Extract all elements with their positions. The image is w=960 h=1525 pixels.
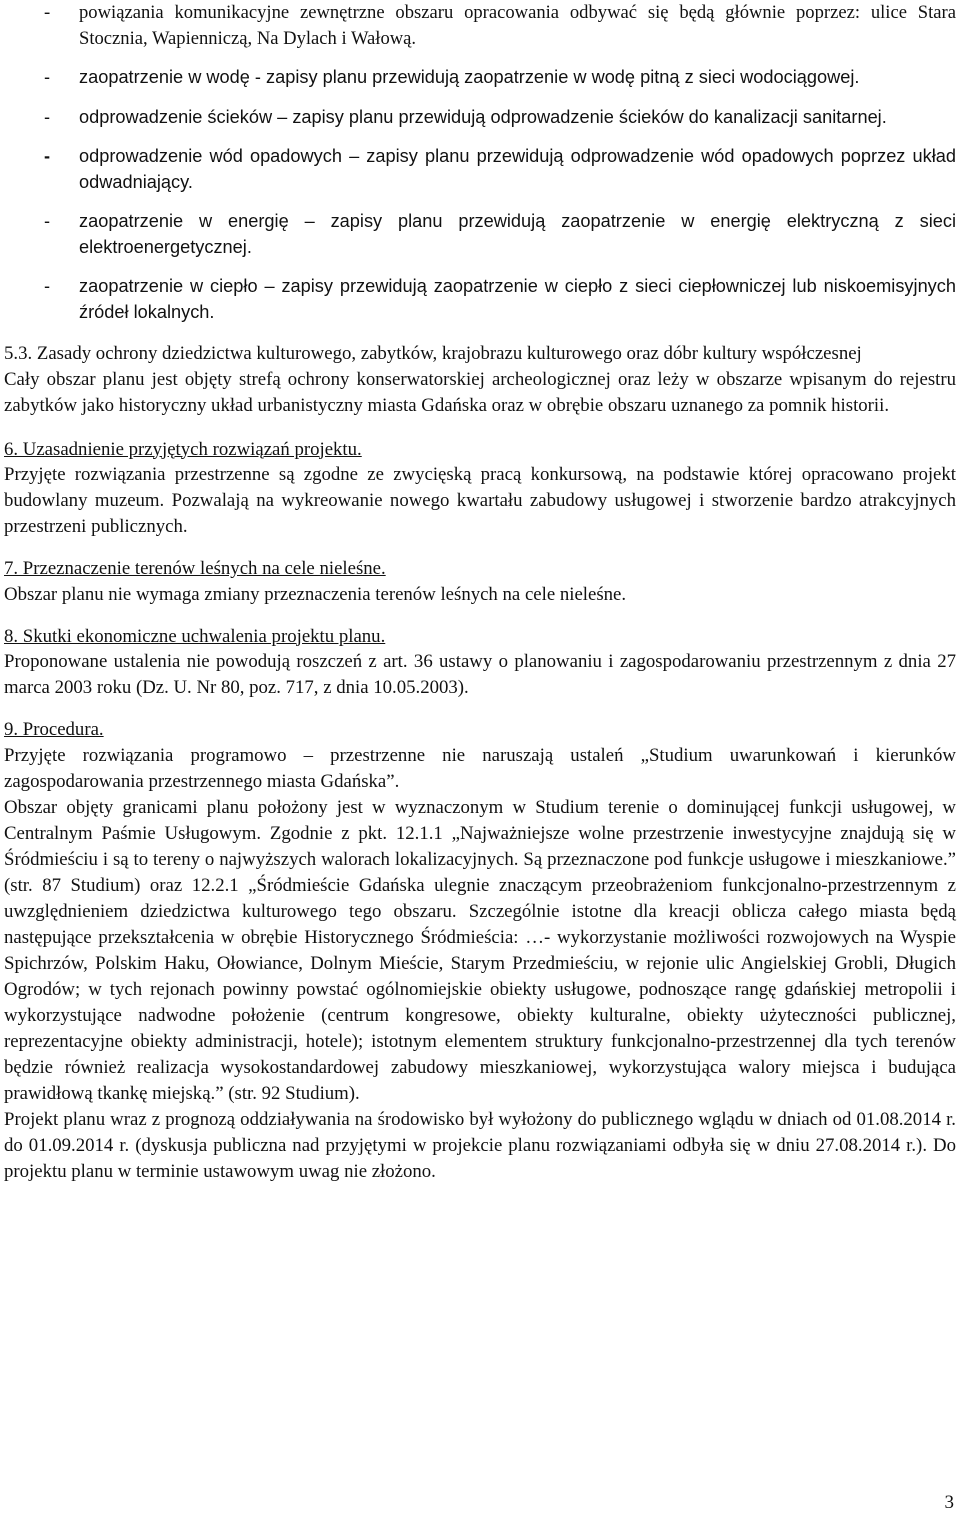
section-body: Obszar planu nie wymaga zmiany przeznaczenia terenów leśnych na cele nieleśne. <box>4 583 627 605</box>
list-item <box>4 274 956 325</box>
list-item <box>4 65 956 91</box>
section-heading: 9. Procedura. <box>4 719 104 740</box>
list-item <box>4 209 956 260</box>
section-heading: 7. Przeznaczenie terenów leśnych na cele nieleśne. <box>4 558 386 579</box>
list-dash: - <box>44 211 51 231</box>
section-body: Cały obszar planu jest objęty strefą ochrony konserwatorskiej archeologicznej oraz leży w obszarze wpisanym do rejestru zabytków jako historyczny układ urbanistyczny miasta Gdańska oraz w obrębie obszaru uznanego za pomnik historii. <box>4 368 956 416</box>
section-5-3 <box>4 341 956 419</box>
list-dash: - <box>44 106 51 127</box>
section-9 <box>4 717 956 1185</box>
list-dash: - <box>44 2 51 23</box>
list-item <box>4 144 956 195</box>
section-title: Zasady ochrony dziedzictwa kulturowego, zabytków, krajobrazu kulturowego oraz dóbr kultury współczesnej <box>36 343 862 364</box>
section-7 <box>4 556 956 608</box>
infrastructure-list <box>4 0 956 325</box>
list-item-text: zaopatrzenie w wodę - zapisy planu przewidują zaopatrzenie w wodę pitną z sieci wodociągowej. <box>79 67 860 87</box>
list-dash: - <box>44 146 51 166</box>
list-item-text: powiązania komunikacyjne zewnętrzne obszaru opracowania odbywać się będą głównie poprzez: ulice Stara Stocznia, Wapienniczą, Na Dylach i Wałową. <box>79 2 956 49</box>
section-body: Proponowane ustalenia nie powodują roszczeń z art. 36 ustawy o planowaniu i zagospodarowaniu przestrzennym z dnia 27 marca 2003 roku (Dz. U. Nr 80, poz. 717, z dnia 10.05.2003). <box>4 651 956 698</box>
section-body: Przyjęte rozwiązania przestrzenne są zgodne ze zwycięską pracą konkursową, na podstawie której opracowano projekt budowlany muzeum. Pozwalają na wykreowanie nowego kwartału zabudowy usługowej i stworzenie bardzo atrakcyjnych przestrzeni publicznych. <box>4 464 956 537</box>
section-heading <box>4 341 956 367</box>
list-item-text: zaopatrzenie w energię – zapisy planu przewidują zaopatrzenie w energię elektryczną z sieci elektroenergetycznej. <box>79 211 956 257</box>
list-item-text: odprowadzenie ścieków – zapisy planu przewidują odprowadzenie ścieków do kanalizacji sanitarnej. <box>79 106 887 127</box>
document-page <box>4 0 956 1185</box>
section-number: 5.3. <box>4 343 33 364</box>
section-8 <box>4 624 956 702</box>
section-paragraph: Obszar objęty granicami planu położony jest w wyznaczonym w Studium terenie o dominującej funkcji usługowej, w Centralnym Paśmie Usługowym. Zgodnie z pkt. 12.1.1 „Najważniejsze wolne przestrzenie inwestycyjne znajdują się w Śródmieściu i są to tereny o najwyższych walorach lokalizacyjnych. Są przeznaczone pod funkcje usługowe i mieszkaniowe.” (str. 87 Studium) oraz 12.2.1 „Śródmieście Gdańska ulegnie znaczącym przeobrażeniom funkcjonalno-przestrzennym z uwzględnieniem dziedzictwa kulturowego tego obszaru. Szczególnie istotne dla kreacji oblicza całego miasta będą następujące przekształcenia w obrębie Historycznego Śródmieścia: …- wykorzystanie możliwości rozwojowych na Wyspie Spichrzów, Polskim Haku, Ołowiance, Dolnym Mieście, Starym Przedmieściu, w rejonie ulic Angielskiej Grobli, Długich Ogrodów; w tych rejonach powinny powstać ogólnomiejskie obiekty usługowe, podnoszące rangę gdańskiej metropolii i wykorzystujące nadwodne położenie (centrum kongresowe, obiekty kulturalne, obiekty użyteczności publicznej, reprezentacyjne obiekty administracji, hotele); istotnym elementem struktury funkcjonalno-przestrzennej dla tych terenów będzie również realizacja wysokostandardowej zabudowy mieszkaniowej, wykorzystująca walory miejsca i budująca prawidłową tkankę miejską.” (str. 92 Studium). <box>4 796 956 1104</box>
list-dash: - <box>44 276 51 296</box>
list-item <box>4 105 956 131</box>
section-heading: 8. Skutki ekonomiczne uchwalenia projektu planu. <box>4 625 386 647</box>
list-dash: - <box>44 67 51 87</box>
list-item-text: odprowadzenie wód opadowych – zapisy planu przewidują odprowadzenie wód opadowych poprzez układ odwadniający. <box>79 146 956 192</box>
section-paragraph: Przyjęte rozwiązania programowo – przestrzenne nie naruszają ustaleń „Studium uwarunkowań i kierunków zagospodarowania przestrzennego miasta Gdańska”. <box>4 744 956 792</box>
list-item <box>4 0 956 51</box>
section-paragraph: Projekt planu wraz z prognozą oddziaływania na środowisko był wyłożony do publicznego wglądu w dniach od 01.08.2014 r. do 01.09.2014 r. (dyskusja publiczna nad przyjętymi w projekcie planu rozwiązaniami odbyła się w dniu 27.08.2014 r.). Do projektu planu w terminie ustawowym uwag nie złożono. <box>4 1108 956 1182</box>
page-number: 3 <box>944 1492 954 1513</box>
section-6 <box>4 437 956 541</box>
list-item-text: zaopatrzenie w ciepło – zapisy przewidują zaopatrzenie w ciepło z sieci ciepłowniczej lub niskoemisyjnych źródeł lokalnych. <box>79 276 956 322</box>
section-heading: 6. Uzasadnienie przyjętych rozwiązań projektu. <box>4 438 362 460</box>
